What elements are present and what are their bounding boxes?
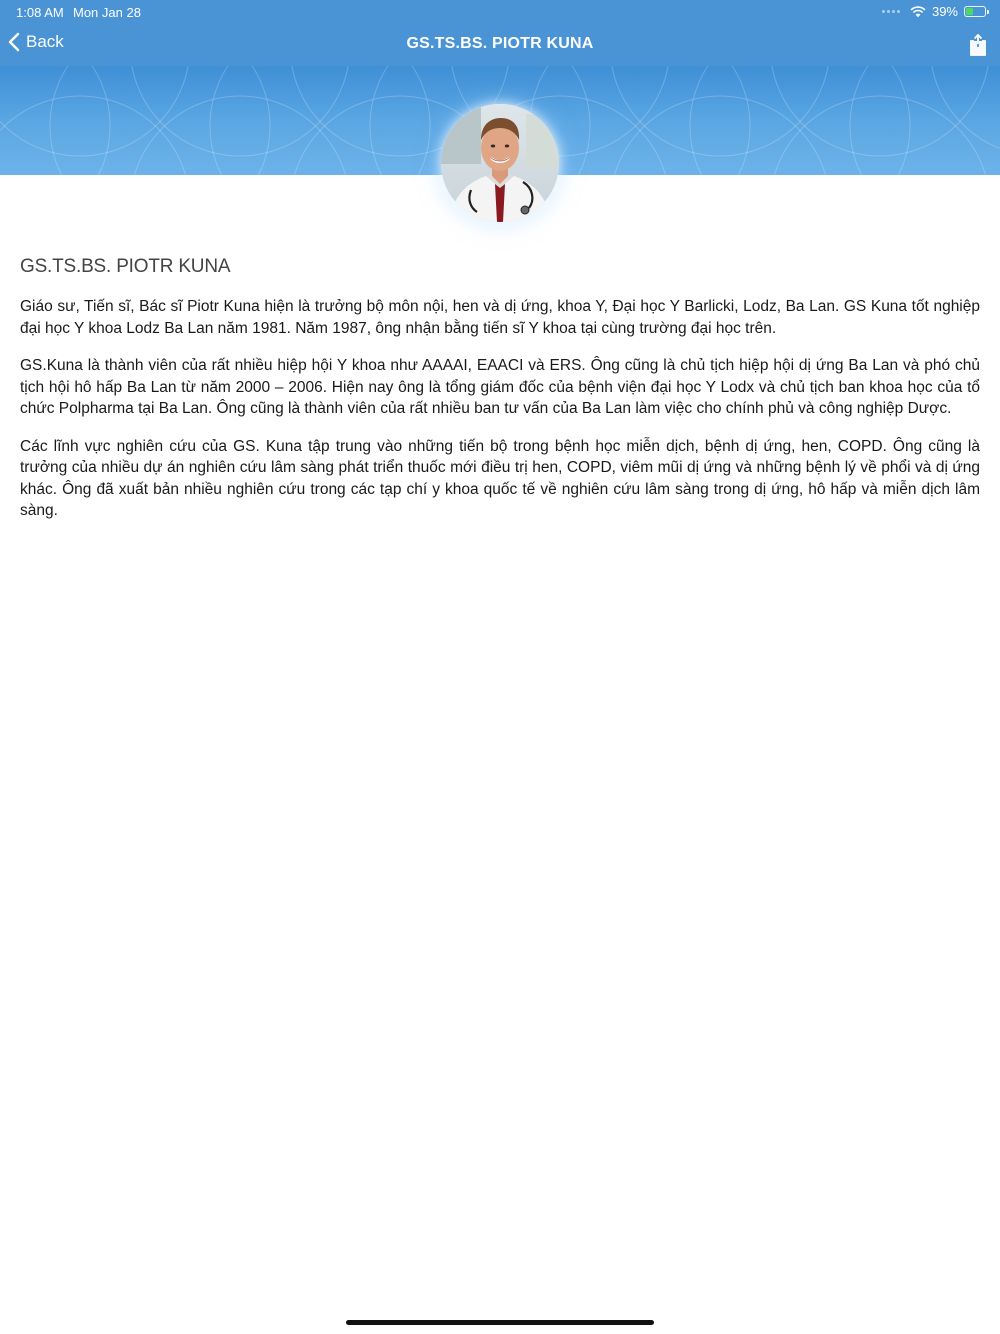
bio-paragraph: Giáo sư, Tiến sĩ, Bác sĩ Piotr Kuna hiện là trưởng bộ môn nội, hen và dị ứng, khoa Y, Đại học Y Barlicki, Lodz, Ba Lan. GS Kuna tốt nghiệp đại học Y khoa Lodz Ba Lan năm 1981. Năm 1987, ông nhận bằng tiến sĩ Y khoa tại cùng trường đại học trên. — [20, 298, 980, 337]
battery-charging-icon — [964, 6, 986, 17]
page-title: GS.TS.BS. PIOTR KUNA — [406, 35, 594, 52]
status-bar — [0, 0, 1000, 24]
wifi-icon — [910, 6, 926, 18]
signal-dots-icon — [882, 10, 900, 13]
navigation-bar — [0, 24, 1000, 66]
chevron-left-icon — [8, 32, 20, 52]
share-icon[interactable] — [968, 34, 988, 56]
doctor-portrait — [441, 104, 559, 222]
battery-percent: 39% — [931, 4, 958, 19]
status-time: 1:08 AM — [16, 5, 64, 20]
battery-fill — [966, 8, 973, 15]
status-indicators — [882, 4, 986, 19]
bio-paragraph: GS.Kuna là thành viên của rất nhiều hiệp hội Y khoa như AAAAI, EAACI và ERS. Ông cũng là chủ tịch hiệp hội dị ứng Ba Lan và phó chủ tịch hội hô hấp Ba Lan từ năm 2000 – 2006. Hiện nay ông là tổng giám đốc của bệnh viện đại học Y Lodx và chủ tịch ban khoa học của tổ chức Polpharma tại Ba Lan. Ông cũng là thành viên của rất nhiều ban tư vấn của Ba Lan làm việc cho chính phủ và công nghiệp Dược. — [20, 357, 980, 417]
bio-paragraph: Các lĩnh vực nghiên cứu của GS. Kuna tập trung vào những tiến bộ trong bệnh học miễn dịch, bệnh dị ứng, hen, COPD. Ông cũng là trưởng của nhiều dự án nghiên cứu lâm sàng phát triển thuốc mới điều trị hen, COPD, viêm mũi dị ứng và những bệnh lý về phổi và dị ứng khác. Ông đã xuất bản nhiều nghiên cứu trong các tạp chí y khoa quốc tế về nghiên cứu lâm sàng trong dị ứng, hô hấp và miễn dịch lâm sàng. — [20, 437, 980, 519]
profile-content — [20, 256, 980, 538]
home-indicator[interactable] — [346, 1320, 654, 1325]
back-label: Back — [26, 32, 64, 51]
doctor-name: GS.TS.BS. PIOTR KUNA — [20, 256, 231, 277]
status-date: Mon Jan 28 — [73, 5, 141, 20]
back-button[interactable] — [8, 32, 64, 52]
avatar — [441, 104, 559, 222]
